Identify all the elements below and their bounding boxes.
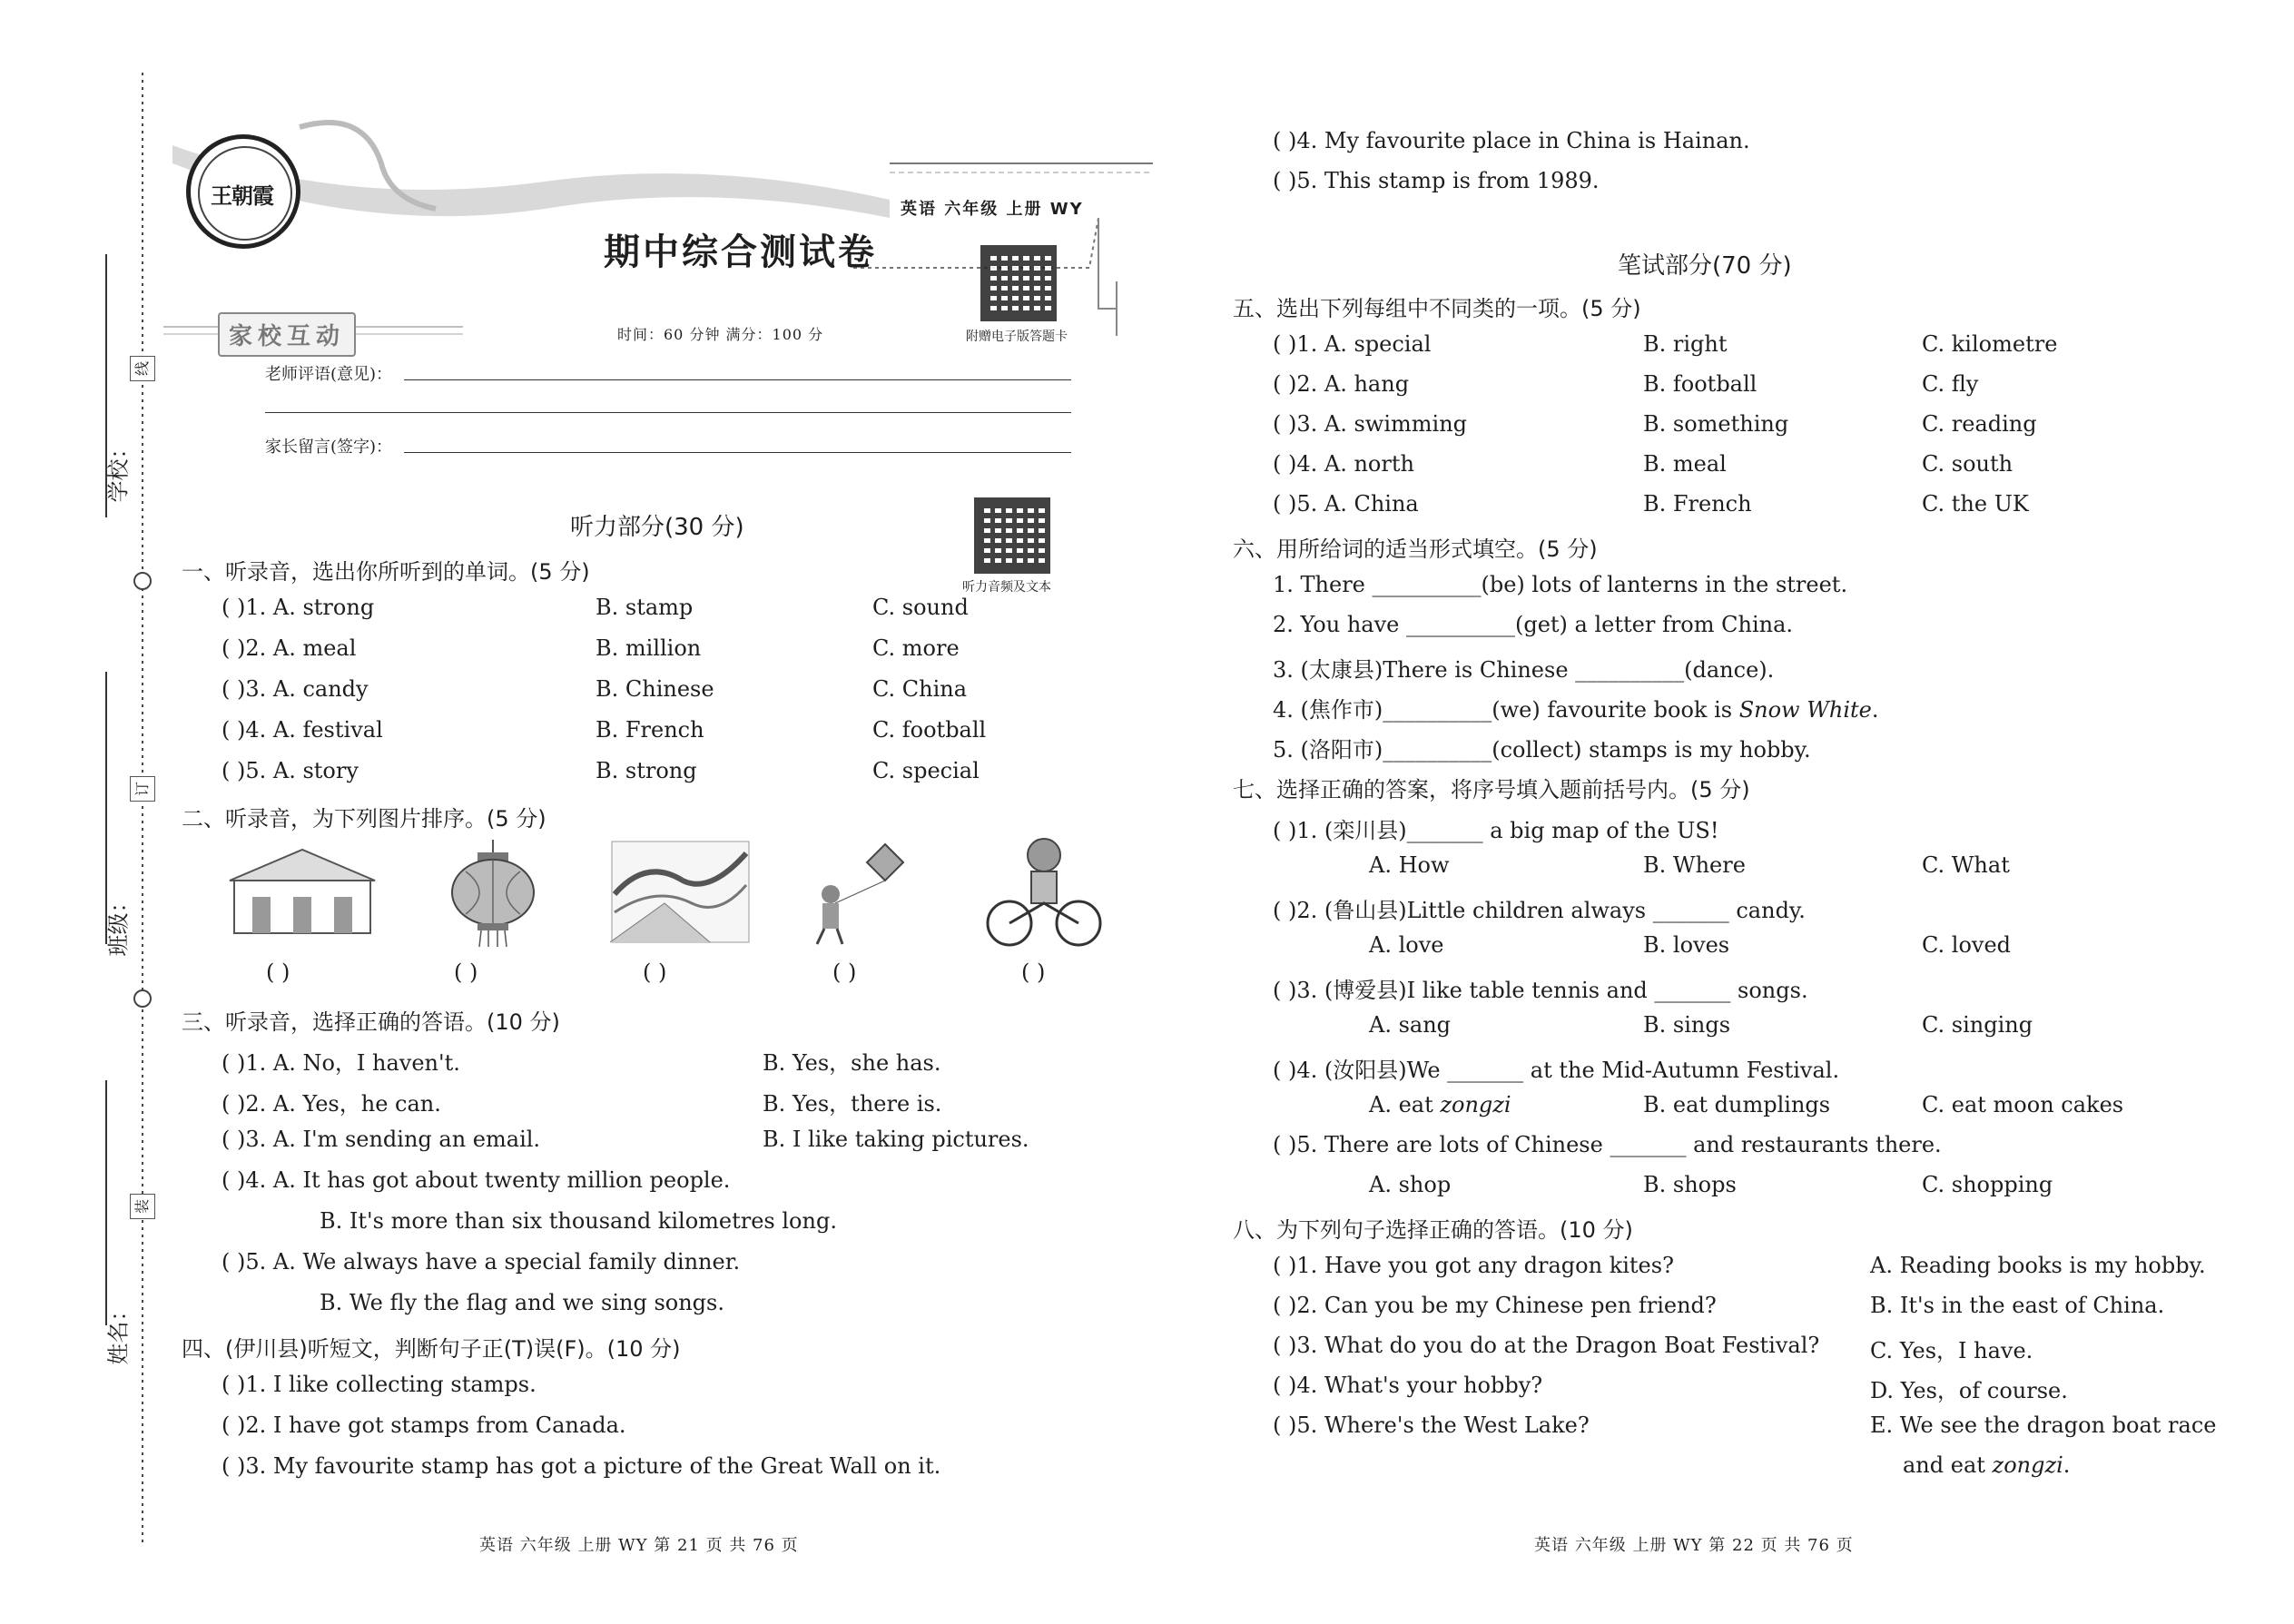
class-label: 班级： <box>105 891 132 957</box>
listening-title: 听力部分(30 分) <box>570 514 744 541</box>
option-b: B. loves <box>1643 932 1730 958</box>
answer-option: B. It's in the east of China. <box>1870 1293 2165 1318</box>
list-item: ( )3. A. swimming <box>1273 411 1468 437</box>
answer-cont-italic: zongzi <box>1992 1452 2063 1478</box>
list-item: ( )4. A. It has got about twenty million people. <box>222 1167 731 1193</box>
list-item: ( )1. Have you got any dragon kites? <box>1273 1253 1674 1278</box>
answer-cont-end: . <box>2063 1452 2071 1478</box>
teacher-comment-line-2[interactable] <box>265 412 1071 413</box>
option-a: A. How <box>1369 852 1450 878</box>
list-item: ( )1. A. special <box>1273 331 1432 357</box>
option-c: C. China <box>872 676 968 702</box>
section-8-title: 八、为下列句子选择正确的答语。(10 分) <box>1233 1217 1633 1243</box>
list-item: ( )5. This stamp is from 1989. <box>1273 168 1600 193</box>
option-c: C. singing <box>1922 1012 2033 1038</box>
option-b: B. meal <box>1643 451 1727 477</box>
picture-cycling-boy <box>980 835 1103 949</box>
qr-code-audio[interactable] <box>974 497 1050 574</box>
list-item: ( )1. (栾川县)_______ a big map of the US! <box>1273 818 1719 843</box>
option-c: C. loved <box>1922 932 2012 958</box>
list-item: ( )4. A. north <box>1273 451 1414 477</box>
list-item: ( )4. (汝阳县)We _______ at the Mid-Autumn Festival. <box>1273 1058 1840 1083</box>
list-item: ( )4. What's your hobby? <box>1273 1373 1543 1398</box>
parent-comment-line[interactable] <box>404 452 1071 453</box>
answer-option: D. Yes，of course. <box>1870 1378 2068 1403</box>
option-c: C. fly <box>1922 371 1979 397</box>
option-c: C. reading <box>1922 411 2037 437</box>
school-label: 学校： <box>105 437 132 503</box>
subject-tag: 英语 六年级 上册 WY <box>901 200 1084 219</box>
list-item: ( )2. A. hang <box>1273 371 1410 397</box>
list-item: ( )4. A. festival <box>222 717 383 743</box>
picture-order-blank[interactable]: ( ) <box>1021 960 1046 985</box>
section-4-title: 四、(伊川县)听短文，判断句子正(T)误(F)。(10 分) <box>182 1336 681 1362</box>
picture-kite <box>799 840 917 949</box>
list-item: ( )3. My favourite stamp has got a picture of the Great Wall on it. <box>222 1453 941 1479</box>
list-item: ( )2. (鲁山县)Little children always _______ candy. <box>1273 898 1806 923</box>
option-a-italic: zongzi <box>1440 1092 1511 1117</box>
section-3-title: 三、听录音，选择正确的答语。(10 分) <box>182 1009 560 1035</box>
seal-char: 线 <box>130 356 155 381</box>
picture-lantern <box>443 840 543 949</box>
qr1-caption: 附赠电子版答题卡 <box>966 330 1068 344</box>
section-2-title: 二、听录音，为下列图片排序。(5 分) <box>182 806 546 832</box>
list-item: ( )2. A. Yes，he can. <box>222 1091 441 1117</box>
publisher-logo <box>186 134 300 249</box>
page-footer-left: 英语 六年级 上册 WY 第 21 页 共 76 页 <box>479 1536 799 1555</box>
binding-lines <box>0 0 182 1624</box>
list-item: ( )5. There are lots of Chinese _______ and restaurants there. <box>1273 1132 1942 1157</box>
seal-char: 装 <box>130 1194 155 1219</box>
picture-order-blank[interactable]: ( ) <box>454 960 478 985</box>
teacher-comment-label: 老师评语(意见)： <box>265 365 393 384</box>
list-item: ( )2. A. meal <box>222 635 357 661</box>
option-a <box>1369 1092 1511 1117</box>
list-item: ( )3. What do you do at the Dragon Boat Festival? <box>1273 1333 1820 1358</box>
binding-hole <box>134 573 151 589</box>
list-item: ( )3. (博爱县)I like table tennis and _______ songs. <box>1273 978 1808 1003</box>
book-title: Snow White <box>1738 697 1872 723</box>
option-b: B. Chinese <box>596 676 714 702</box>
list-item: ( )1. A. strong <box>222 595 375 620</box>
fill-blank-item: 5. (洛阳市)__________(collect) stamps is my hobby. <box>1273 737 1811 763</box>
answer-option: C. Yes，I have. <box>1870 1338 2033 1363</box>
option-c: C. more <box>872 635 960 661</box>
picture-order-blank[interactable]: ( ) <box>832 960 857 985</box>
option-b: B. Where <box>1643 852 1746 878</box>
fill-blank-item: 3. (太康县)There is Chinese __________(dance). <box>1273 657 1775 683</box>
option-c: C. What <box>1922 852 2010 878</box>
teacher-comment-line[interactable] <box>404 379 1071 380</box>
option-b: B. million <box>596 635 702 661</box>
option-b: B. right <box>1643 331 1728 357</box>
answer-option: A. Reading books is my hobby. <box>1870 1253 2206 1278</box>
name-label: 姓名： <box>105 1299 132 1365</box>
list-item: ( )3. A. candy <box>222 676 369 702</box>
option-b: B. something <box>1643 411 1789 437</box>
option-c: C. sound <box>872 595 969 620</box>
option-c: C. football <box>872 717 987 743</box>
list-item: ( )4. My favourite place in China is Hainan. <box>1273 128 1750 153</box>
list-item: ( )5. A. China <box>1273 491 1419 517</box>
answer-option-cont <box>1903 1452 2070 1478</box>
picture-gate-building <box>225 842 379 942</box>
option-c: C. south <box>1922 451 2013 477</box>
logo-text: 王朝霞 <box>211 182 273 209</box>
option-b: B. French <box>1643 491 1752 517</box>
fill-blank-item: 1. There __________(be) lots of lanterns in the street. <box>1273 572 1848 597</box>
qr-code-answer-sheet[interactable] <box>980 245 1057 321</box>
option-c: C. shopping <box>1922 1172 2053 1197</box>
fill-blank-item: 2. You have __________(get) a letter from China. <box>1273 612 1794 637</box>
family-school-tag: 家校互动 <box>218 312 356 357</box>
option-b: B. shops <box>1643 1172 1737 1197</box>
option-a: A. love <box>1369 932 1444 958</box>
option-b: B. eat dumplings <box>1643 1092 1831 1117</box>
section-1-title: 一、听录音，选出你所听到的单词。(5 分) <box>182 559 590 585</box>
section-6-title: 六、用所给词的适当形式填空。(5 分) <box>1233 536 1598 562</box>
option-b: B. Yes，there is. <box>763 1091 942 1117</box>
option-c: C. eat moon cakes <box>1922 1092 2124 1117</box>
option-b: B. strong <box>596 758 697 783</box>
section-5-title: 五、选出下列每组中不同类的一项。(5 分) <box>1233 296 1641 321</box>
answer-option: E. We see the dragon boat race <box>1870 1412 2217 1438</box>
option-b: B. stamp <box>596 595 694 620</box>
answer-cont-text: and eat <box>1903 1452 1993 1478</box>
list-item: ( )5. A. story <box>222 758 359 783</box>
seal-char: 订 <box>130 776 155 802</box>
option-b: B. French <box>596 717 704 743</box>
option-a: A. sang <box>1369 1012 1452 1038</box>
option-a: A. shop <box>1369 1172 1452 1197</box>
picture-order-blank[interactable]: ( ) <box>643 960 667 985</box>
option-b: B. I like taking pictures. <box>763 1127 1029 1152</box>
list-item: ( )3. A. I'm sending an email. <box>222 1127 541 1152</box>
qr2-caption: 听力音频及文本 <box>962 580 1051 595</box>
list-item: ( )1. A. No，I haven't. <box>222 1050 460 1076</box>
parent-comment-label: 家长留言(签字)： <box>265 438 393 457</box>
section-7-title: 七、选择正确的答案，将序号填入题前括号内。(5 分) <box>1233 777 1750 802</box>
list-item: ( )2. I have got stamps from Canada. <box>222 1412 626 1438</box>
option-a-text: A. eat <box>1369 1092 1441 1117</box>
fill-blank-end: . <box>1871 697 1879 723</box>
picture-order-blank[interactable]: ( ) <box>266 960 290 985</box>
list-item: ( )2. Can you be my Chinese pen friend? <box>1273 1293 1717 1318</box>
fill-blank-item <box>1273 692 1879 723</box>
list-item: ( )1. I like collecting stamps. <box>222 1372 537 1397</box>
option-b: B. Yes，she has. <box>763 1050 941 1076</box>
option-c: C. the UK <box>1922 491 2029 517</box>
time-info: 时间：60 分钟 满分：100 分 <box>617 326 824 343</box>
option-c: C. kilometre <box>1922 331 2058 357</box>
binding-hole <box>134 990 151 1007</box>
option-b: B. It's more than six thousand kilometres long. <box>320 1208 837 1234</box>
written-title: 笔试部分(70 分) <box>1618 252 1792 280</box>
picture-great-wall <box>610 840 751 944</box>
option-b: B. We fly the flag and we sing songs. <box>320 1290 724 1315</box>
option-b: B. sings <box>1643 1012 1731 1038</box>
option-b: B. football <box>1643 371 1757 397</box>
option-c: C. special <box>872 758 980 783</box>
page-footer-right: 英语 六年级 上册 WY 第 22 页 共 76 页 <box>1534 1536 1854 1555</box>
list-item: ( )5. Where's the West Lake? <box>1273 1412 1590 1438</box>
fill-blank-text: 4. (焦作市)__________(we) favourite book is <box>1273 697 1739 723</box>
page-title: 期中综合测试卷 <box>604 231 877 273</box>
list-item: ( )5. A. We always have a special family dinner. <box>222 1249 741 1275</box>
